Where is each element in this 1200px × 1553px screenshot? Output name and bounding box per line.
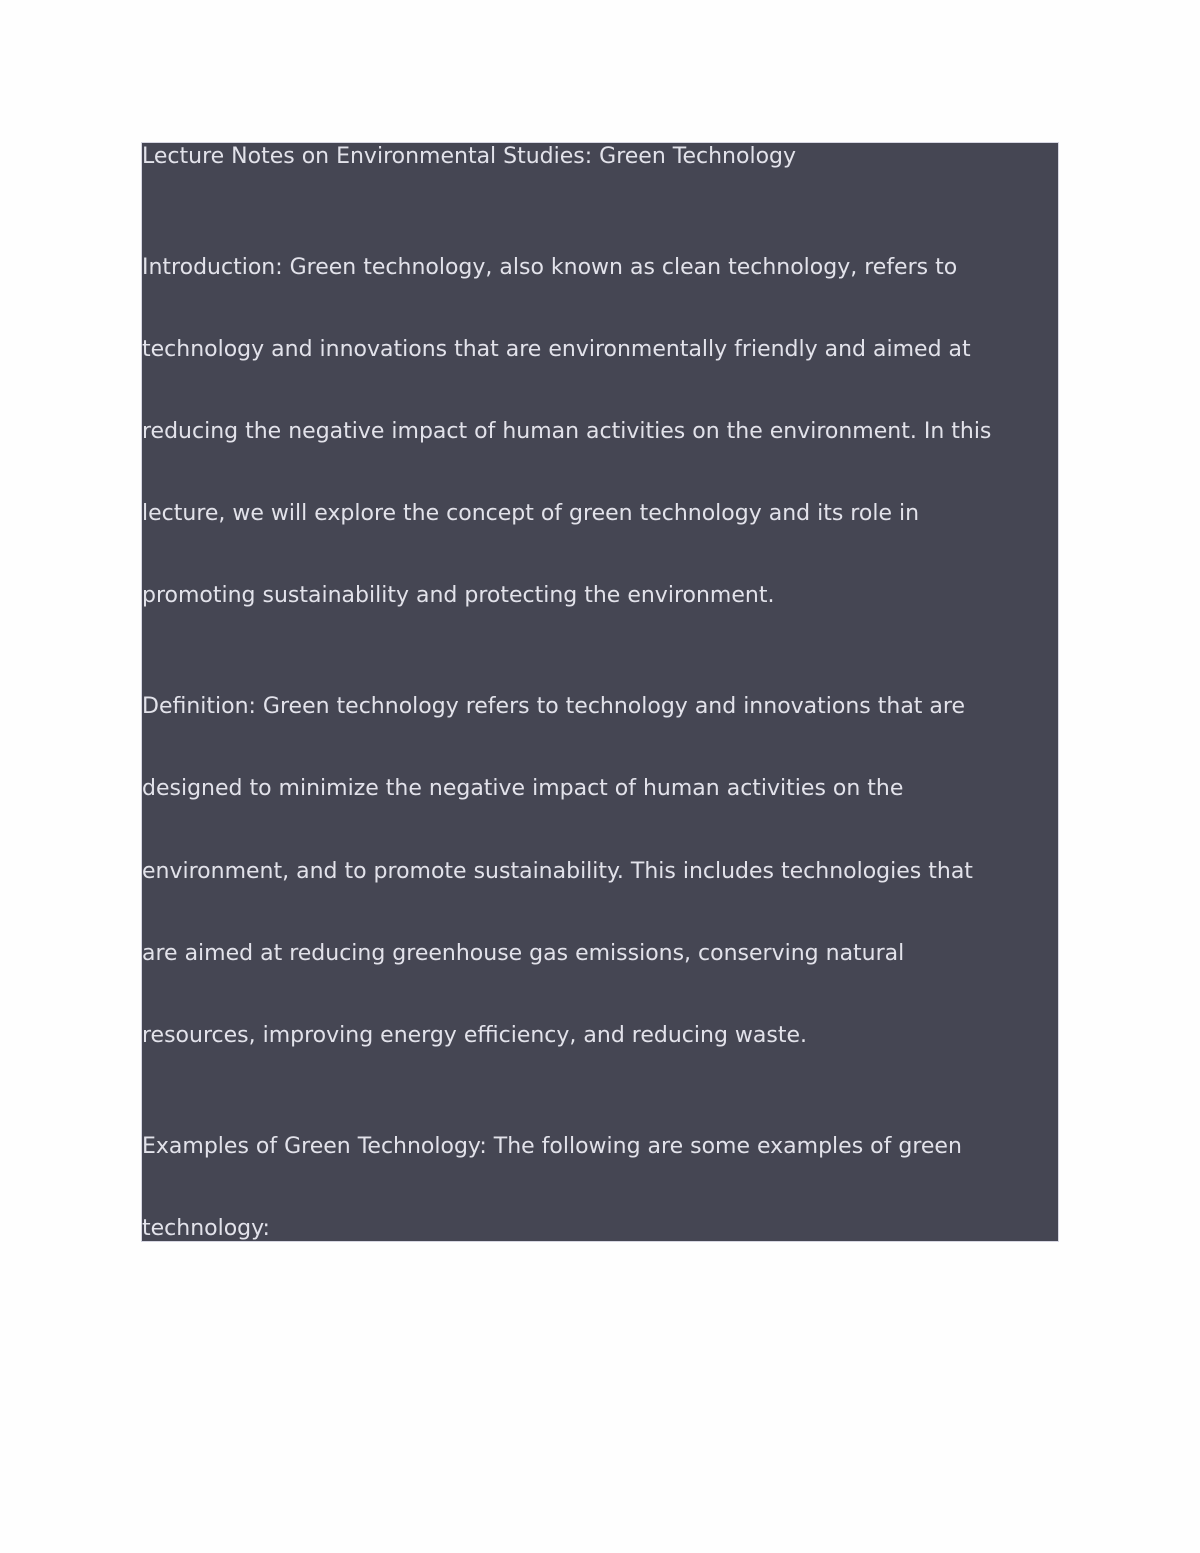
- intro-line-1: Introduction: Green technology, also known as clean technology, refers to: [142, 255, 958, 280]
- intro-line-3: reducing the negative impact of human activities on the environment. In this: [142, 419, 992, 444]
- examples-line-1: Examples of Green Technology: The following are some examples of green: [142, 1134, 962, 1159]
- intro-line-2: technology and innovations that are environmentally friendly and aimed at: [142, 337, 971, 362]
- definition-line-4: are aimed at reducing greenhouse gas emissions, conserving natural: [142, 941, 905, 966]
- intro-line-4: lecture, we will explore the concept of green technology and its role in: [142, 501, 920, 526]
- document-text-box: [141, 142, 1059, 1242]
- definition-line-2: designed to minimize the negative impact of human activities on the: [142, 776, 904, 801]
- definition-line-3: environment, and to promote sustainability. This includes technologies that: [142, 859, 973, 884]
- definition-line-1: Definition: Green technology refers to technology and innovations that are: [142, 694, 966, 719]
- intro-line-5: promoting sustainability and protecting the environment.: [142, 583, 775, 608]
- definition-line-5: resources, improving energy efficiency, and reducing waste.: [142, 1023, 807, 1048]
- examples-line-2: technology:: [142, 1216, 270, 1241]
- document-title: Lecture Notes on Environmental Studies: Green Technology: [142, 144, 797, 169]
